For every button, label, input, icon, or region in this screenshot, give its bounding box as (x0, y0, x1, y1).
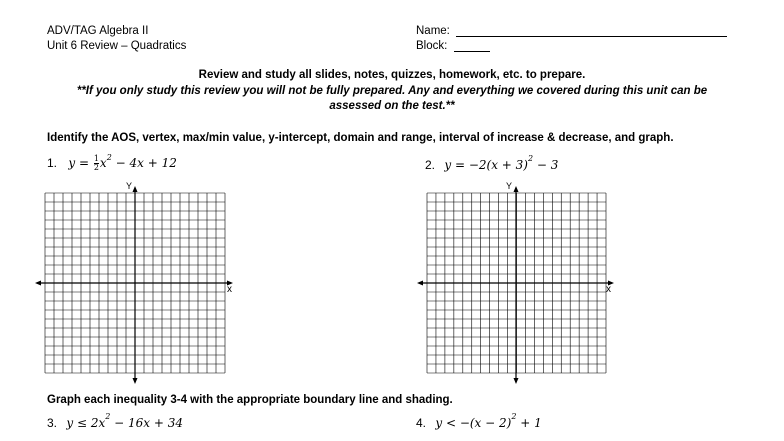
y-axis-label-2: Y (506, 181, 513, 191)
section1-directions: Identify the AOS, vertex, max/min value, y-intercept, domain and range, interval of increase & decrease, and graph. (47, 132, 674, 144)
problem-4 (416, 412, 542, 430)
y-axis-arrow-up-icon (514, 186, 519, 192)
x-axis-label-2: x (606, 284, 611, 295)
y-axis-arrow-up-icon (133, 186, 138, 192)
block-label: Block: (416, 40, 448, 52)
section2-directions: Graph each inequality 3-4 with the appropriate boundary line and shading. (47, 394, 453, 406)
inequality-exponent: 2 (511, 412, 517, 421)
inequality-tail: − 16x + 34 (110, 416, 184, 430)
inequality-exponent: 2 (105, 412, 111, 421)
equation-tail: − 3 (533, 158, 559, 172)
problem-number: 1. (47, 156, 58, 170)
y-axis-label-1: Y (126, 181, 133, 191)
y-axis-arrow-down-icon (514, 378, 519, 384)
inequality-lhs: y < −(x − 2) (435, 416, 512, 430)
equation-equals: = (75, 156, 93, 170)
x-axis-arrow-left-icon (417, 281, 423, 286)
problem-number: 2. (425, 158, 436, 172)
name-label: Name: (416, 25, 450, 37)
fraction-denominator: 2 (93, 163, 99, 173)
instructions-line-3: assessed on the test.** (329, 100, 455, 112)
problem-number: 4. (416, 416, 427, 430)
x-axis-label-1: x (227, 284, 232, 295)
equation-exponent: 2 (106, 153, 112, 162)
problem-3 (47, 412, 184, 430)
course-title: ADV/TAG Algebra II (47, 25, 149, 37)
instructions-line-2: **If you only study this review you will not be fully prepared. Any and everything we covered during this unit can be (76, 85, 708, 97)
unit-title: Unit 6 Review – Quadratics (47, 40, 187, 52)
problem-number: 3. (47, 416, 58, 430)
instructions-line-1: Review and study all slides, notes, quizzes, homework, etc. to prepare. (198, 69, 586, 81)
equation-main: y = −2(x + 3) (444, 158, 528, 172)
equation-rest: − 4x + 12 (111, 156, 177, 170)
inequality-lhs: y ≤ 2x (66, 416, 106, 430)
y-axis-arrow-down-icon (133, 378, 138, 384)
inequality-tail: + 1 (516, 416, 542, 430)
equation-exponent: 2 (527, 154, 534, 163)
equation-lhs: y (68, 156, 76, 170)
x-axis-arrow-left-icon (35, 281, 41, 286)
equation-var: x (99, 156, 107, 170)
fraction-numerator: 1 (93, 154, 99, 164)
